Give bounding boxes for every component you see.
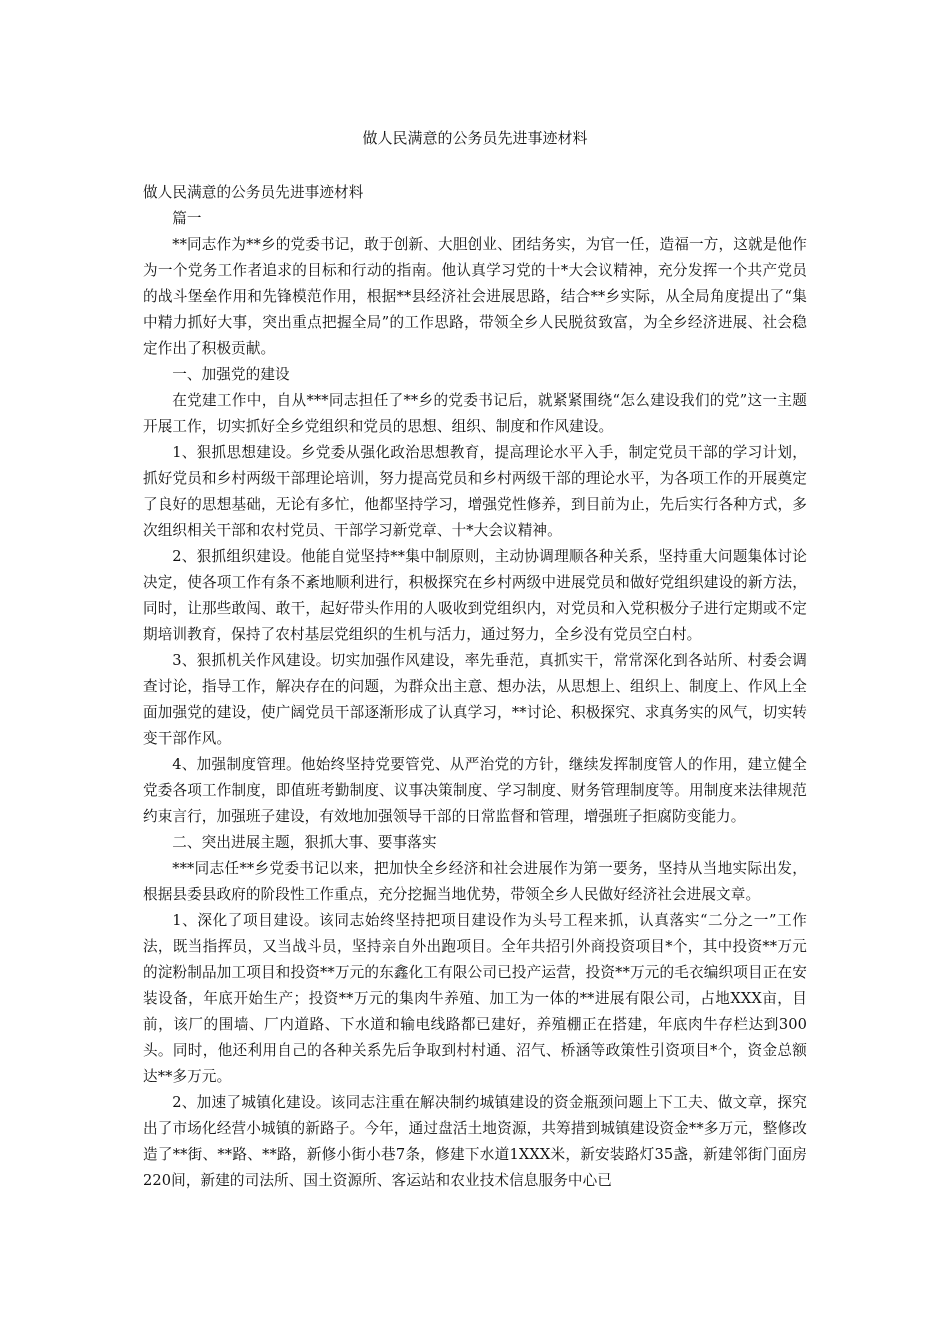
paragraph: 1、深化了项目建设。该同志始终坚持把项目建设作为头号工程来抓，认真落实“二分之一”工作法，既当指挥员，又当战斗员，坚持亲自外出跑项目。全年共招引外商投资项目*个，其中投资**万元的淀粉制品加工项目和投资**万元的东鑫化工有限公司已投产运营，投资**万元的毛衣编织项目正在安装设备，年底开始生产；投资**万元的集肉牛养殖、加工为一体的**进展有限公司，占地XXX亩，目前，该厂的围墙、厂内道路、下水道和输电线路都已建好，养殖棚正在搭建，年底肉牛存栏达到300头。同时，他还利用自己的各种关系先后争取到村村通、沼气、桥涵等政策性引资项目*个，资金总额达**多万元。 [143, 912, 807, 1085]
paragraph: 3、狠抓机关作风建设。切实加强作风建设，率先垂范，真抓实干，常常深化到各站所、村委会调查讨论，指导工作，解决存在的问题，为群众出主意、想办法，从思想上、组织上、制度上、作风上全面加强党的建设，使广阔党员干部逐渐形成了认真学习，**讨论、积极探究、求真务实的风气，切实转变干部作风。 [143, 652, 807, 747]
paragraph: 2、加速了城镇化建设。该同志注重在解决制约城镇建设的资金瓶颈问题上下工夫、做文章，探究出了市场化经营小城镇的新路子。今年，通过盘活土地资源，共筹措到城镇建设资金**多万元，整修改造了**街、**路、**路，新修小街小巷7条，修建下水道1XXX米，新安装路灯35盏，新建邻街门面房220间，新建的司法所、国土资源所、客运站和农业技术信息服务中心已 [143, 1094, 807, 1189]
paragraph: **同志作为**乡的党委书记，敢于创新、大胆创业、团结务实，为官一任，造福一方，这就是他作为一个党务工作者追求的目标和行动的指南。他认真学习党的十*大会议精神，充分发挥一个共产党员的战斗堡垒作用和先锋模范作用，根据**县经济社会进展思路，结合**乡实际，从全局角度提出了“集中精力抓好大事，突出重点把握全局”的工作思路，带领全乡人民脱贫致富，为全乡经济进展、社会稳定作出了积极贡献。 [143, 236, 807, 357]
paragraph-subtitle: 做人民满意的公务员先进事迹材料 [143, 184, 364, 201]
paragraph: ***同志任**乡党委书记以来，把加快全乡经济和社会进展作为第一要务，坚持从当地实际出发，根据县委县政府的阶段性工作重点，充分挖掘当地优势，带领全乡人民做好经济社会进展文章。 [143, 860, 807, 903]
paragraph-section-label: 篇一 [172, 210, 202, 227]
document-title: 做人民满意的公务员先进事迹材料 [362, 129, 588, 147]
document-body [143, 180, 807, 1194]
paragraph: 2、狠抓组织建设。他能自觉坚持**集中制原则，主动协调理顺各种关系，坚持重大问题集体讨论决定，使各项工作有条不紊地顺利进行，积极探究在乡村两级中进展党员和做好党组织建设的新方法，同时，让那些敢闯、敢干，起好带头作用的人吸收到党组织内，对党员和入党积极分子进行定期或不定期培训教育，保持了农村基层党组织的生机与活力，通过努力，全乡没有党员空白村。 [143, 548, 807, 643]
section-heading: 一、加强党的建设 [172, 366, 290, 383]
section-heading: 二、突出进展主题，狠抓大事、要事落实 [172, 834, 437, 851]
paragraph: 在党建工作中，自从***同志担任了**乡的党委书记后，就紧紧围绕“怎么建设我们的党”这一主题开展工作，切实抓好全乡党组织和党员的思想、组织、制度和作风建设。 [143, 392, 807, 435]
paragraph: 4、加强制度管理。他始终坚持党要管党、从严治党的方针，继续发挥制度管人的作用，建立健全党委各项工作制度，即值班考勤制度、议事决策制度、学习制度、财务管理制度等。用制度来法律规范约束言行，加强班子建设，有效地加强领导干部的日常监督和管理，增强班子拒腐防变能力。 [143, 756, 807, 825]
paragraph: 1、狠抓思想建设。乡党委从强化政治思想教育，提高理论水平入手，制定党员干部的学习计划，抓好党员和乡村两级干部理论培训，努力提高党员和乡村两级干部的理论水平，为各项工作的开展奠定了良好的思想基础，无论有多忙，他都坚持学习，增强党性修养，到目前为止，先后实行各种方式，多次组织相关干部和农村党员、干部学习新党章、十*大会议精神。 [143, 444, 807, 539]
